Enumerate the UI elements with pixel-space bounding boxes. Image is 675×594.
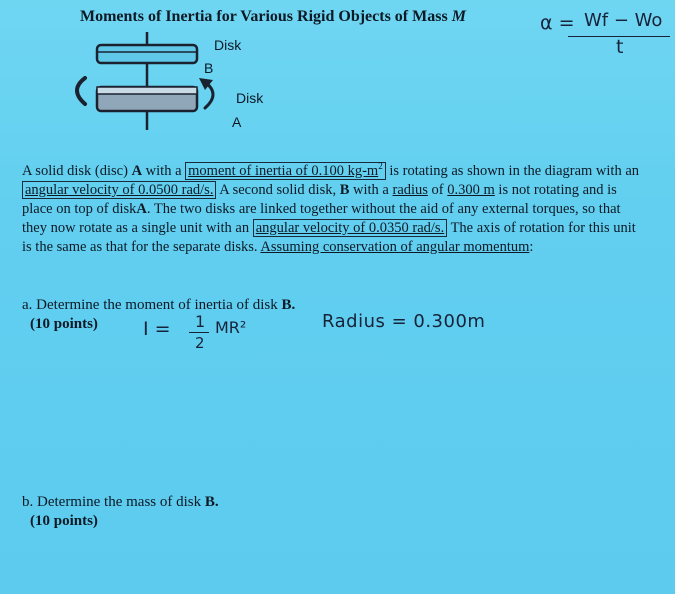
alpha-numerator: Wf − Wo	[584, 10, 663, 31]
final-angular-velocity-highlight	[253, 219, 447, 237]
problem-text-5: with a	[353, 181, 389, 198]
problem-text-4: A second solid disk,	[219, 181, 337, 198]
units-superscript: 2	[378, 161, 383, 171]
question-b-variable: B.	[204, 494, 219, 510]
inertia-formula	[143, 312, 283, 358]
conservation-phrase: Assuming conservation of angular momentum	[260, 238, 530, 255]
problem-text-6: of	[431, 181, 444, 198]
question-b-text: b. Determine the mass of disk	[22, 494, 202, 510]
question-b-points: (10 points)	[30, 513, 98, 529]
question-a-text: a. Determine the moment of inertia of disk	[22, 297, 278, 313]
disk-a-ref-2: A	[136, 200, 147, 217]
left-rotation-arrow-icon	[77, 78, 85, 104]
final-angular-velocity: angular velocity of 0.0350 rad/s.	[255, 219, 445, 236]
disk-a-drawing	[97, 87, 197, 111]
radius-value: 0.300 m	[447, 181, 495, 198]
problem-text-1: A solid disk (disc)	[22, 162, 128, 179]
question-a-points: (10 points)	[30, 316, 98, 332]
moment-of-inertia-highlight	[185, 162, 386, 180]
problem-text-8: . The two disks are linked together without the aid of any external torques, so that they now rotate as a single unit with an	[22, 200, 621, 236]
fraction-bottom: 2	[195, 334, 205, 352]
problem-text-2: with a	[145, 162, 182, 179]
fraction-line	[189, 332, 209, 333]
problem-statement	[22, 157, 642, 257]
disk-b-drawing	[97, 45, 197, 63]
radius-note: Radius = 0.300m	[322, 311, 486, 332]
page-title	[80, 8, 466, 26]
title-mass-variable: M	[451, 8, 466, 25]
inertia-lhs: I =	[143, 318, 171, 340]
problem-text-9: The axis of rotation for this unit is the same as that for the separate disks.	[22, 219, 636, 255]
question-a-variable: B.	[281, 297, 296, 313]
problem-text-10: :	[529, 238, 534, 255]
disk-a-ref: A	[131, 162, 143, 179]
radius-word: radius	[392, 181, 428, 198]
disk-b-label: Disk	[214, 37, 242, 53]
alpha-denominator: t	[616, 36, 624, 58]
disk-b-ref: B	[339, 181, 350, 198]
problem-text-7: is not rotating and is place on top of disk	[22, 181, 617, 217]
disk-a-label: Disk	[236, 90, 264, 106]
inertia-rhs: MR²	[215, 318, 247, 337]
initial-angular-velocity: angular velocity of 0.0500 rad/s.	[25, 181, 214, 198]
title-text: Moments of Inertia for Various Rigid Objects of Mass	[80, 8, 448, 25]
question-b	[22, 494, 219, 511]
moment-of-inertia-value: moment of inertia of 0.100 kg-m	[188, 162, 379, 179]
disk-b-letter: B	[204, 60, 214, 76]
initial-angular-velocity-highlight	[22, 181, 216, 199]
disk-a-letter: A	[232, 114, 242, 130]
alpha-lhs: α =	[540, 12, 575, 34]
problem-text-3: is rotating as shown in the diagram with an	[389, 162, 640, 179]
alpha-formula	[540, 6, 675, 56]
fraction-top: 1	[195, 312, 206, 331]
